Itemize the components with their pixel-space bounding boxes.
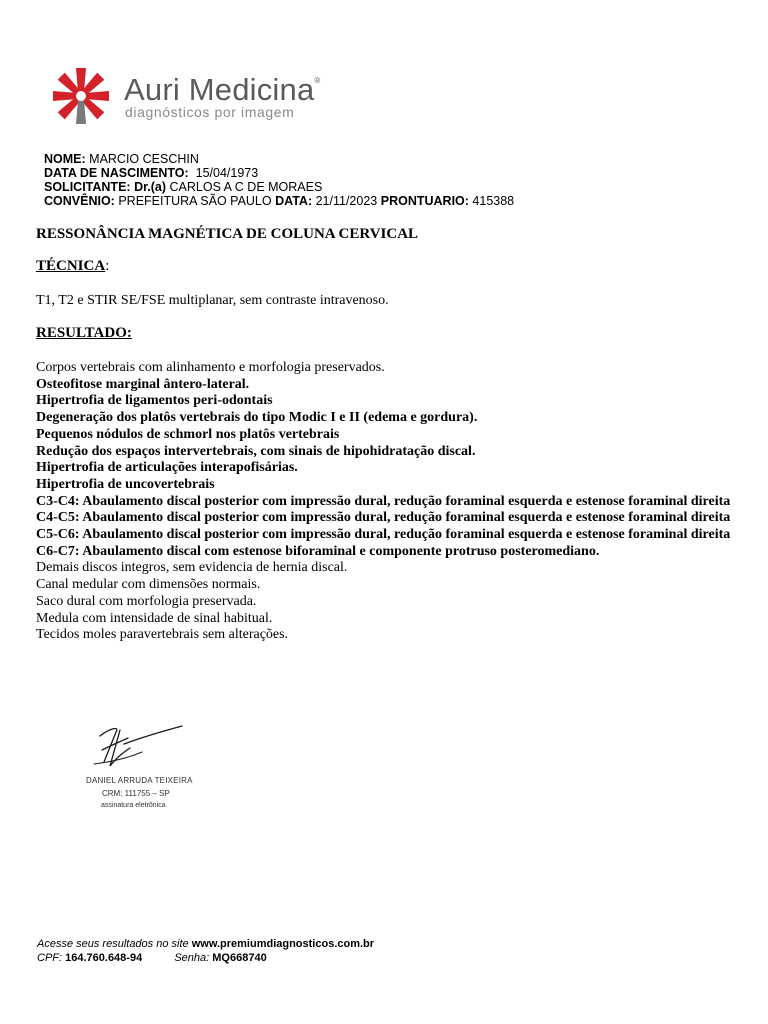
record-value: 415388: [472, 194, 515, 208]
handwritten-signature-icon: [80, 722, 200, 778]
requester-label: SOLICITANTE:: [44, 180, 131, 194]
footer-site-link[interactable]: www.premiumdiagnosticos.com.br: [191, 938, 375, 950]
clinic-logo: [48, 64, 358, 134]
insurance-label: CONVÊNIO:: [44, 194, 115, 208]
patient-dob-value: 15/04/1973: [195, 166, 259, 180]
technique-colon: :: [105, 258, 110, 274]
footer-credentials-row: [37, 951, 374, 965]
signer-name: DANIEL ARRUDA TEIXEIRA: [86, 776, 193, 785]
finding-line: Tecidos moles paravertebrais sem alterações.: [36, 627, 289, 643]
signer-crm: CRM: 111755 – SP: [102, 789, 170, 798]
finding-line: Degeneração dos platôs vertebrais do tipo Modic I e II (edema e gordura).: [36, 410, 478, 426]
requester-prefix: Dr.(a): [134, 180, 167, 194]
insurance-value: PREFEITURA SÃO PAULO: [118, 194, 272, 208]
findings-list: [36, 360, 736, 644]
patient-name-label: NOME:: [44, 152, 86, 166]
finding-line: Corpos vertebrais com alinhamento e morfologia preservados.: [36, 360, 385, 375]
patient-name-value: MARCIO CESCHIN: [89, 152, 199, 166]
finding-line: Hipertrofia de uncovertebrais: [36, 476, 215, 492]
signature-block: [80, 722, 220, 822]
finding-line: Pequenos nódulos de schmorl nos platôs vertebrais: [36, 426, 340, 442]
technique-heading-label: TÉCNICA: [36, 258, 106, 274]
finding-line: Osteofitose marginal ântero-lateral.: [36, 376, 250, 392]
exam-date-label: DATA:: [275, 194, 313, 208]
clinic-name: Auri Medicina®: [124, 72, 321, 107]
finding-line: C5-C6: Abaulamento discal posterior com impressão dural, redução foraminal esquerda e estenose foraminal direita: [36, 527, 731, 543]
exam-date-value: 21/11/2023: [315, 194, 378, 208]
footer-access-text: Acesse seus resultados no site: [37, 938, 189, 950]
finding-line: Medula com intensidade de sinal habitual.: [36, 610, 273, 626]
patient-dob-row: [44, 166, 514, 180]
patient-dob-label: DATA DE NASCIMENTO:: [44, 166, 189, 180]
finding-line: Canal medular com dimensões normais.: [36, 577, 261, 593]
cpf-label: CPF:: [37, 952, 63, 964]
clinic-tagline: diagnósticos por imagem: [125, 104, 295, 120]
technique-text: T1, T2 e STIR SE/FSE multiplanar, sem contraste intravenoso.: [36, 293, 389, 308]
password-label: Senha:: [174, 952, 210, 964]
technique-heading: [36, 258, 109, 275]
finding-line: Saco dural com morfologia preservada.: [36, 593, 257, 609]
result-heading: RESULTADO:: [36, 325, 132, 341]
password-value: MQ668740: [212, 952, 267, 964]
finding-line: Redução dos espaços intervertebrais, com sinais de hipohidratação discal.: [36, 443, 476, 459]
finding-line: Hipertrofia de ligamentos peri-odontais: [36, 393, 273, 409]
finding-line: Demais discos integros, sem evidencia de hernia discal.: [36, 560, 348, 576]
finding-line: C3-C4: Abaulamento discal posterior com impressão dural, redução foraminal esquerda e estenose foraminal direita: [36, 493, 731, 509]
record-label: PRONTUARIO:: [380, 194, 469, 208]
patient-info: [44, 152, 514, 208]
requester-value: CARLOS A C DE MORAES: [169, 180, 323, 194]
footer: [37, 937, 374, 965]
insurance-row: [44, 194, 514, 208]
finding-line: C6-C7: Abaulamento discal com estenose biforaminal e componente protruso posteromediano.: [36, 543, 600, 559]
footer-access-row: [37, 937, 374, 951]
finding-line: Hipertrofia de articulações interapofisárias.: [36, 460, 298, 476]
signature-note: assinatura eletrônica: [101, 802, 166, 809]
report-title: RESSONÂNCIA MAGNÉTICA DE COLUNA CERVICAL: [36, 226, 419, 242]
finding-line: C4-C5: Abaulamento discal posterior com impressão dural, redução foraminal esquerda e estenose foraminal direita: [36, 510, 731, 526]
cpf-value: 164.760.648-94: [65, 952, 143, 964]
requester-row: [44, 180, 514, 194]
auri-medicina-emblem-icon: [48, 64, 118, 134]
patient-name-row: [44, 152, 514, 166]
